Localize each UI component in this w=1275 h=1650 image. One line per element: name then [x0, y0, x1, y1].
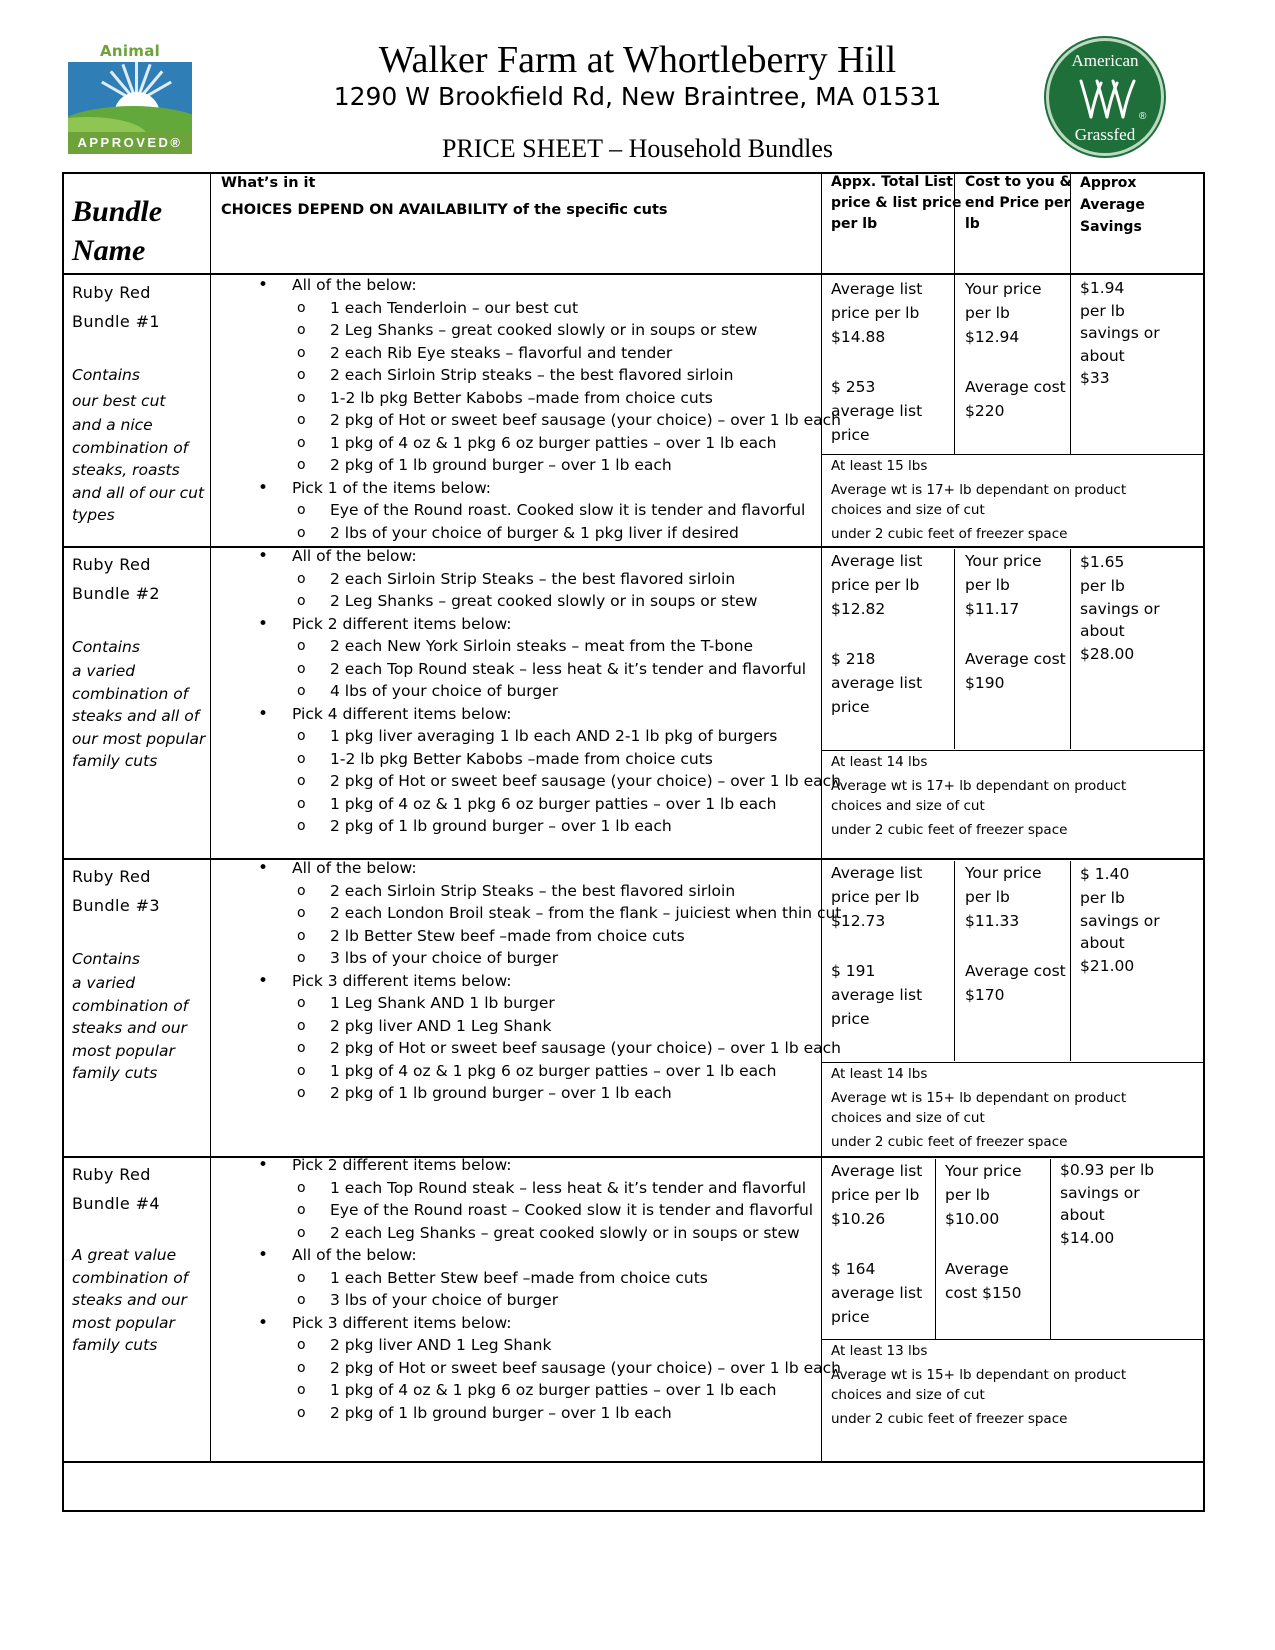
note-line: Average wt is 17+ lb dependant on product: [831, 482, 1127, 498]
list-item: o Eye of the Round roast. Cooked slow it is tender and flavorful: [254, 499, 841, 522]
bundle-name-line: Ruby Red: [72, 1165, 151, 1184]
sheet-title: PRICE SHEET – Household Bundles: [442, 134, 833, 163]
price-line: Average cost: [965, 378, 1066, 396]
list-item: o 2 each Top Round steak – less heat & it’s tender and flavorful: [254, 658, 841, 681]
price-line: $14.00: [1060, 1228, 1115, 1247]
desc-line: most popular: [72, 1041, 175, 1060]
price-line: $170: [965, 986, 1005, 1004]
list-item: o 2 pkg liver AND 1 Leg Shank: [254, 1334, 841, 1357]
price-line: $10.26: [831, 1210, 886, 1228]
price-line: $ 253: [831, 378, 876, 396]
list-item: o 2 each Sirloin Strip Steaks – the best flavored sirloin: [254, 568, 841, 591]
bundle-4-note: [831, 1341, 1126, 1429]
bundle-name-line: Bundle #3: [72, 896, 160, 915]
registered-mark: ®: [1139, 111, 1147, 122]
header-line: Cost to you &: [965, 174, 1072, 190]
desc-line: Contains: [72, 366, 140, 384]
price-line: Your price: [965, 552, 1042, 570]
list-item: o 2 pkg of 1 lb ground burger – over 1 lb each: [254, 815, 841, 838]
list-item: o 1 pkg of 4 oz & 1 pkg 6 oz burger patties – over 1 lb each: [254, 1060, 841, 1083]
list-item: • Pick 3 different items below:: [254, 1312, 841, 1335]
bundle-1-items: [254, 274, 841, 544]
price-line: $28.00: [1080, 644, 1135, 663]
note-line: choices and size of cut: [831, 502, 985, 518]
bundle-name: [72, 1160, 208, 1218]
price-line: $ 164: [831, 1260, 876, 1278]
list-item: o 2 each Sirloin Strip steaks – the best flavored sirloin: [254, 364, 841, 387]
note-line: choices and size of cut: [831, 1387, 985, 1403]
bundle-4-name-cell: [72, 1160, 208, 1357]
list-item: • Pick 2 different items below:: [254, 1154, 841, 1177]
list-item: • All of the below:: [254, 857, 841, 880]
bundle-4-cost: [945, 1159, 1022, 1305]
note-line: Average wt is 17+ lb dependant on product: [831, 778, 1127, 794]
list-item: o 1 pkg of 4 oz & 1 pkg 6 oz burger patties – over 1 lb each: [254, 432, 841, 455]
bundle-4-list-price: [831, 1159, 922, 1329]
price-line: about: [1060, 1206, 1105, 1224]
header-bundle-name: [72, 192, 162, 270]
desc-line: family cuts: [72, 752, 158, 770]
price-line: $ 1.40: [1080, 865, 1130, 883]
price-line: Average list: [831, 280, 923, 298]
list-item: • All of the below:: [254, 545, 841, 568]
note-line: Average wt is 15+ lb dependant on product: [831, 1367, 1127, 1383]
bundle-2-name-cell: [72, 550, 208, 773]
price-line: per lb: [1080, 577, 1125, 595]
header-line: Average: [1080, 197, 1145, 213]
bundle-4-savings: [1060, 1159, 1154, 1249]
bundle-name-line: Ruby Red: [72, 867, 151, 886]
note-line: At least 14 lbs: [831, 754, 928, 770]
list-item: • Pick 4 different items below:: [254, 703, 841, 726]
list-item: o 1 each Top Round steak – less heat & it’s tender and flavorful: [254, 1177, 841, 1200]
header-line: price & list price: [831, 195, 962, 211]
list-item: o 2 each London Broil steak – from the flank – juiciest when thin cut: [254, 902, 841, 925]
price-line: about: [1080, 346, 1125, 365]
logo-bottom-text: Grassfed: [1074, 125, 1136, 144]
price-line: $1.65: [1080, 553, 1125, 571]
price-line: $220: [965, 402, 1005, 420]
price-line: $0.93 per lb: [1060, 1161, 1155, 1179]
price-line: $12.73: [831, 912, 886, 930]
desc-line: and all of our cut: [72, 483, 205, 502]
price-line: $14.88: [831, 328, 886, 346]
list-item: • Pick 2 different items below:: [254, 613, 841, 636]
note-line: Average wt is 15+ lb dependant on product: [831, 1090, 1127, 1106]
note-line: At least 14 lbs: [831, 1066, 928, 1082]
desc-line: Contains: [72, 638, 140, 656]
bundle-2-items: [254, 545, 841, 838]
bundle-3-name-cell: [72, 862, 208, 1085]
header-contents: [221, 170, 668, 224]
price-line: $190: [965, 674, 1005, 692]
price-line: cost $150: [945, 1284, 1022, 1302]
price-line: Average cost: [965, 650, 1066, 668]
desc-line: and a nice: [72, 416, 153, 434]
bundle-2-savings: [1080, 549, 1160, 665]
list-item: o 2 lbs of your choice of burger & 1 pkg liver if desired: [254, 522, 841, 545]
price-line: per lb: [945, 1186, 990, 1204]
price-line: price: [831, 426, 870, 444]
header-line: Savings: [1080, 219, 1142, 235]
note-line: under 2 cubic feet of freezer space: [831, 822, 1068, 838]
list-item: o 3 lbs of your choice of burger: [254, 947, 841, 970]
price-line: price: [831, 1010, 870, 1028]
desc-line: steaks and our: [72, 1019, 187, 1037]
bundle-name-line: Bundle #1: [72, 312, 160, 331]
price-line: $12.94: [965, 328, 1020, 346]
bundle-description: [72, 946, 208, 1085]
price-line: price per lb: [831, 576, 920, 594]
list-item: o 2 pkg of Hot or sweet beef sausage (your choice) – over 1 lb each: [254, 770, 841, 793]
bundle-2-cost: [965, 549, 1066, 695]
bundle-description: [72, 634, 208, 773]
bundle-price-table: [62, 172, 1205, 1512]
price-line: $12.82: [831, 600, 886, 618]
price-line: savings or: [1080, 324, 1160, 342]
price-line: savings or: [1060, 1183, 1140, 1202]
desc-line: combination of: [72, 438, 189, 457]
page-header: [0, 0, 1275, 170]
header-line: Appx. Total List: [831, 174, 953, 190]
bundle-2-list-price: [831, 549, 922, 719]
desc-line: combination of: [72, 996, 189, 1015]
desc-line: our best cut: [72, 392, 166, 410]
price-line: $ 191: [831, 962, 876, 980]
list-item: • All of the below:: [254, 1244, 841, 1267]
header-bundle-line: Bundle: [72, 195, 163, 228]
price-line: Average list: [831, 864, 923, 882]
list-item: o 2 pkg of Hot or sweet beef sausage (your choice) – over 1 lb each: [254, 1037, 841, 1060]
bundle-3-items: [254, 857, 841, 1105]
header-line: per lb: [831, 216, 878, 232]
header-line: lb: [965, 216, 980, 232]
grass-icon: [1077, 75, 1137, 121]
note-line: At least 15 lbs: [831, 458, 928, 474]
price-line: Average list: [831, 1162, 923, 1180]
desc-line: a varied: [72, 974, 136, 992]
desc-line: most popular: [72, 1313, 175, 1332]
price-line: price: [831, 698, 870, 716]
price-line: average list: [831, 674, 923, 692]
price-line: savings or: [1080, 911, 1160, 930]
bundle-description: [72, 1244, 208, 1357]
bundle-3-savings: [1080, 861, 1160, 977]
american-grassfed-logo: [1046, 38, 1164, 156]
list-item: o 2 pkg of Hot or sweet beef sausage (your choice) – over 1 lb each: [254, 409, 841, 432]
header-contents-line: CHOICES DEPEND ON AVAILABILITY of the specific cuts: [221, 202, 668, 218]
bundle-1-cost: [965, 277, 1066, 423]
price-line: Your price: [945, 1162, 1022, 1180]
bundle-3-cost: [965, 861, 1066, 1007]
list-item: o 2 pkg of 1 lb ground burger – over 1 lb each: [254, 454, 841, 477]
bundle-name-line: Bundle #4: [72, 1194, 160, 1213]
bundle-1-note: [831, 456, 1126, 544]
header-bundle-line: Name: [72, 234, 146, 267]
list-item: o 2 each Leg Shanks – great cooked slowly or in soups or stew: [254, 1222, 841, 1245]
header-list-price: [831, 172, 962, 235]
list-item: o 1 each Better Stew beef –made from choice cuts: [254, 1267, 841, 1290]
price-line: about: [1080, 934, 1125, 952]
note-line: choices and size of cut: [831, 798, 985, 814]
list-item: o 1 each Tenderloin – our best cut: [254, 297, 841, 320]
bundle-description: [72, 362, 208, 527]
price-line: per lb: [1080, 889, 1125, 907]
price-line: average list: [831, 402, 923, 420]
bundle-3-note: [831, 1064, 1126, 1152]
list-item: o 2 each Rib Eye steaks – flavorful and tender: [254, 342, 841, 365]
note-line: under 2 cubic feet of freezer space: [831, 1411, 1068, 1427]
price-line: Average cost: [965, 962, 1066, 980]
list-item: o 3 lbs of your choice of burger: [254, 1289, 841, 1312]
price-line: about: [1080, 622, 1125, 640]
page-address: 1290 W Brookfield Rd, New Braintree, MA 01531: [333, 82, 942, 111]
price-line: $11.17: [965, 600, 1020, 618]
desc-line: steaks and our: [72, 1291, 187, 1309]
list-item: o 1 Leg Shank AND 1 lb burger: [254, 992, 841, 1015]
list-item: o 2 pkg of Hot or sweet beef sausage (your choice) – over 1 lb each: [254, 1357, 841, 1380]
list-item: • Pick 3 different items below:: [254, 970, 841, 993]
list-item: o 1 pkg of 4 oz & 1 pkg 6 oz burger patties – over 1 lb each: [254, 1379, 841, 1402]
price-line: $33: [1080, 369, 1110, 387]
header-savings: [1080, 172, 1145, 238]
bundle-1-list-price: [831, 277, 922, 447]
list-item: o 4 lbs of your choice of burger: [254, 680, 841, 703]
bundle-name-line: Bundle #2: [72, 584, 160, 603]
note-line: under 2 cubic feet of freezer space: [831, 1134, 1068, 1150]
desc-line: steaks, roasts: [72, 461, 180, 479]
list-item: o 2 pkg of 1 lb ground burger – over 1 lb each: [254, 1082, 841, 1105]
list-item: o 2 each Sirloin Strip Steaks – the best flavored sirloin: [254, 880, 841, 903]
bundle-3-list-price: [831, 861, 922, 1031]
logo-bottom-text: APPROVED®: [68, 132, 192, 154]
price-line: Average list: [831, 552, 923, 570]
list-item: o 2 Leg Shanks – great cooked slowly or in soups or stew: [254, 319, 841, 342]
list-item: o 2 pkg liver AND 1 Leg Shank: [254, 1015, 841, 1038]
price-line: price per lb: [831, 888, 920, 906]
note-line: choices and size of cut: [831, 1110, 985, 1126]
header-line: Approx: [1080, 175, 1137, 191]
list-item: o 1-2 lb pkg Better Kabobs –made from choice cuts: [254, 387, 841, 410]
list-item: o 2 Leg Shanks – great cooked slowly or in soups or stew: [254, 590, 841, 613]
bundle-4-items: [254, 1154, 841, 1424]
list-item: o 2 pkg of 1 lb ground burger – over 1 lb each: [254, 1402, 841, 1425]
price-line: $1.94: [1080, 279, 1125, 297]
desc-line: our most popular: [72, 729, 206, 748]
bundle-1-name-cell: [72, 278, 208, 527]
price-line: $ 218: [831, 650, 876, 668]
price-line: per lb: [965, 576, 1010, 594]
bundle-name: [72, 278, 208, 336]
bundle-name: [72, 862, 208, 920]
header-line: end Price per: [965, 195, 1071, 211]
price-line: per lb: [1080, 301, 1125, 320]
header-contents-line: What’s in it: [221, 175, 316, 191]
desc-line: combination of: [72, 1268, 189, 1287]
list-item: o 2 each New York Sirloin steaks – meat from the T-bone: [254, 635, 841, 658]
desc-line: a varied: [72, 662, 136, 680]
bundle-name-line: Ruby Red: [72, 555, 151, 574]
desc-line: A great value: [72, 1246, 177, 1264]
list-item: o 1-2 lb pkg Better Kabobs –made from choice cuts: [254, 748, 841, 771]
price-line: Your price: [965, 280, 1042, 298]
price-line: price per lb: [831, 304, 920, 322]
bundle-name: [72, 550, 208, 608]
price-line: price: [831, 1308, 870, 1326]
price-line: $11.33: [965, 912, 1020, 930]
list-item: • All of the below:: [254, 274, 841, 297]
price-line: price per lb: [831, 1186, 920, 1204]
desc-line: steaks and all of: [72, 707, 200, 725]
desc-line: family cuts: [72, 1336, 158, 1354]
desc-line: family cuts: [72, 1064, 158, 1082]
price-line: savings or: [1080, 599, 1160, 618]
note-line: At least 13 lbs: [831, 1343, 928, 1359]
list-item: • Pick 1 of the items below:: [254, 477, 841, 500]
bundle-name-line: Ruby Red: [72, 283, 151, 302]
price-line: per lb: [965, 304, 1010, 322]
note-line: under 2 cubic feet of freezer space: [831, 526, 1068, 542]
price-line: Your price: [965, 864, 1042, 882]
logo-top-text: Animal: [99, 42, 161, 60]
price-line: average list: [831, 1284, 923, 1302]
logo-top-text: American: [1071, 51, 1139, 70]
bundle-2-note: [831, 752, 1126, 840]
desc-line: Contains: [72, 950, 140, 968]
price-line: average list: [831, 986, 923, 1004]
price-line: $10.00: [945, 1210, 1000, 1228]
bundle-1-savings: [1080, 277, 1160, 390]
desc-line: combination of: [72, 684, 189, 703]
list-item: o 1 pkg liver averaging 1 lb each AND 2-1 lb pkg of burgers: [254, 725, 841, 748]
price-line: per lb: [965, 888, 1010, 906]
price-line: Average: [945, 1260, 1009, 1278]
desc-line: types: [72, 506, 115, 524]
list-item: o Eye of the Round roast – Cooked slow it is tender and flavorful: [254, 1199, 841, 1222]
list-item: o 1 pkg of 4 oz & 1 pkg 6 oz burger patties – over 1 lb each: [254, 793, 841, 816]
list-item: o 2 lb Better Stew beef –made from choice cuts: [254, 925, 841, 948]
price-line: $21.00: [1080, 956, 1135, 975]
header-cost: [965, 172, 1072, 235]
page-title: Walker Farm at Whortleberry Hill: [378, 39, 897, 81]
